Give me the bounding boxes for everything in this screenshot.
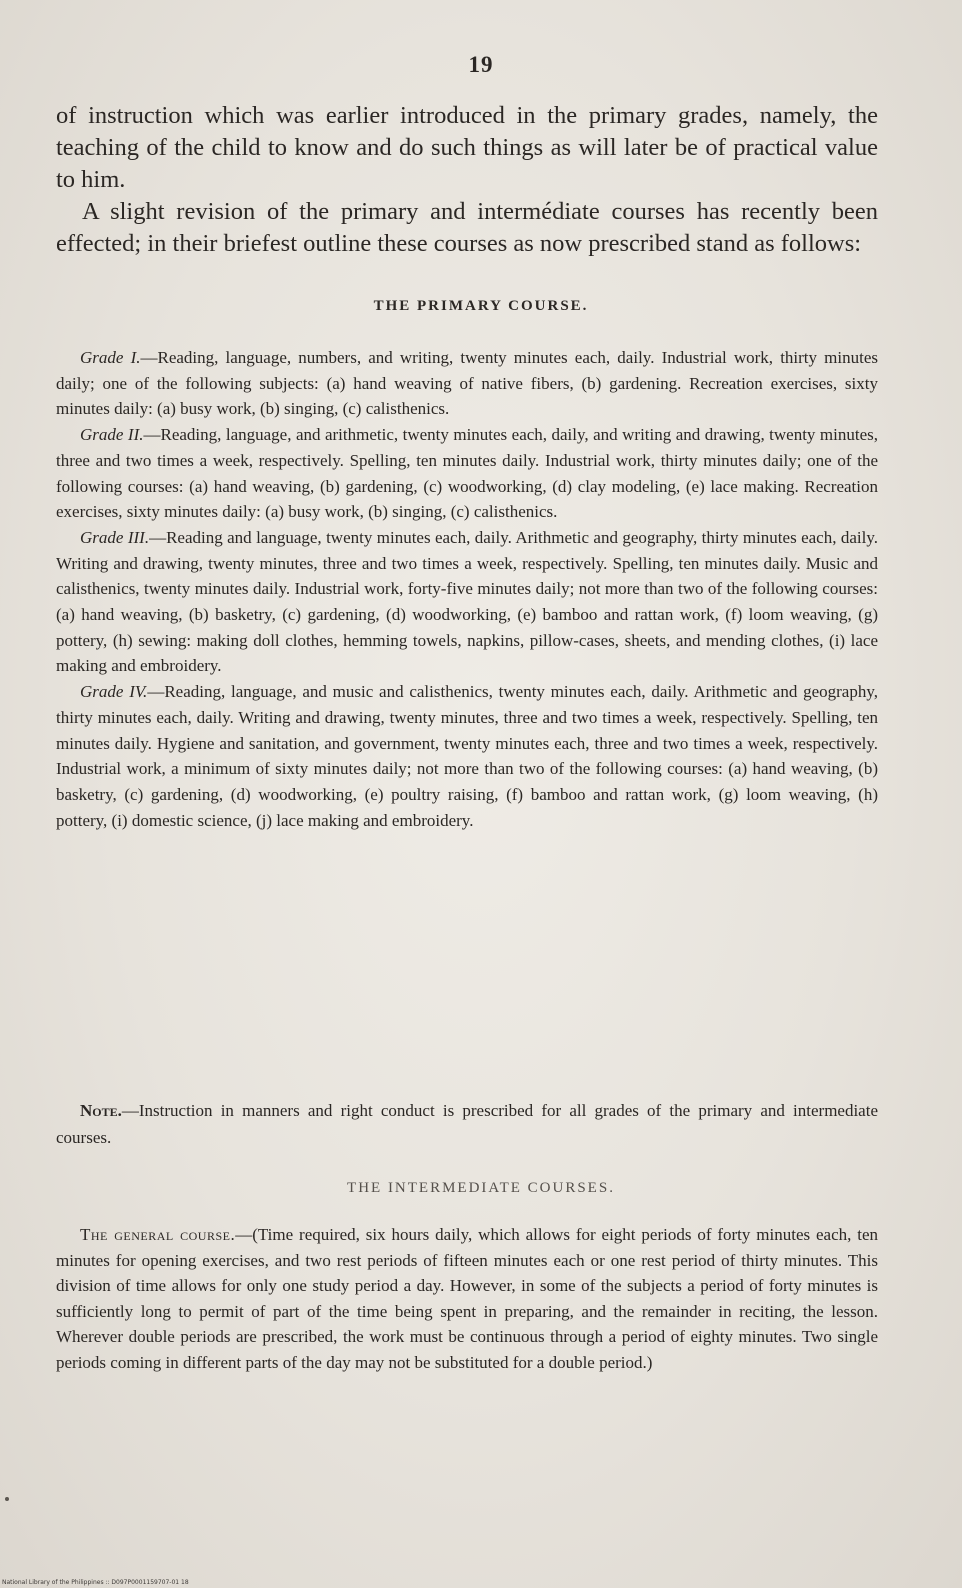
grade-3-text: —Reading and language, twenty minutes each, daily. Arithmetic and geography, thirty minutes each, daily. Writing and drawing, twenty minutes, three and two times a week, respectively. Spelling, ten minutes daily. Music and calisthenics, twenty minutes daily. Industrial work, forty-five minutes daily; not more than two of the following courses: (a) hand weaving, (b) basketry, (c) gardening, (d) woodworking, (e) bamboo and rattan work, (f) loom weaving, (g) pottery, (h) sewing: making doll clothes, hemming towels, napkins, pillow-cases, sheets, and mending clothes, (i) lace making and embroidery.	[56, 527, 879, 676]
grade-2-text: —Reading, language, and arithmetic, twenty minutes each, daily, and writing and drawing, twenty minutes, three and two times a week, respectively. Spelling, ten minutes daily. Industrial work, thirty minutes daily; one of the following courses: (a) hand weaving, (b) gardening, (c) woodworking, (d) clay modeling, (e) lace making. Recreation exercises, sixty minutes daily: (a) busy work, (b) singing, (c) calisthenics.	[56, 425, 878, 522]
general-course-label: The general course.	[80, 1225, 236, 1244]
note-text: —Instruction in manners and right conduct is prescribed for all grades of the primary and intermediate courses.	[56, 1101, 878, 1147]
intermediate-courses-heading: THE INTERMEDIATE COURSES.	[347, 1180, 615, 1196]
intro-paragraph-2: A slight revision of the primary and intermédiate courses has recently been effected; in their briefest outline these courses as now prescribed stand as follows:	[56, 198, 878, 257]
scan-speck	[5, 1497, 9, 1501]
note-paragraph	[56, 1097, 878, 1151]
grade-3-label: Grade III.	[80, 527, 150, 547]
footer-source-label: National Library of the Philippines :: D097P0001159707-01 18	[2, 1579, 189, 1586]
general-course-paragraph	[56, 1222, 878, 1375]
page-number: 19	[468, 52, 494, 77]
grade-3-paragraph	[56, 525, 878, 679]
grade-1-label: Grade I.	[80, 348, 141, 367]
intro-paragraph-1: of instruction which was earlier introduced in the primary grades, namely, the teaching of the child to know and do such things as will later be of practical value to him.	[56, 102, 878, 193]
primary-course-heading: THE PRIMARY COURSE.	[373, 298, 589, 314]
grade-1-text: —Reading, language, numbers, and writing, twenty minutes each, daily. Industrial work, thirty minutes daily; one of the following subjects: (a) hand weaving of native fibers, (b) gardening. Recreation exercises, sixty minutes daily: (a) busy work, (b) singing, (c) calisthenics.	[56, 348, 878, 419]
grade-1-paragraph	[56, 345, 878, 422]
general-course-text: —(Time required, six hours daily, which allows for eight periods of forty minutes each, ten minutes for opening exercises, and two rest periods of fifteen minutes each or one rest period of thirty minutes. This division of time allows for only one study period a day. However, in some of the subjects a period of forty minutes is sufficiently long to permit of part of the time being spent in preparing, and the remainder in reciting, the lesson. Wherever double periods are prescribed, the work must be continuous through a period of eighty minutes. Two single periods coming in different parts of the day may not be substituted for a double period.)	[56, 1225, 879, 1372]
grade-2-label: Grade II.	[80, 425, 144, 445]
intro-section	[56, 100, 878, 260]
grade-4-label: Grade IV.	[80, 682, 148, 702]
note-label: Note.	[80, 1101, 122, 1120]
grade-2-paragraph	[56, 422, 878, 525]
grade-4-paragraph	[56, 679, 878, 833]
primary-course-section	[56, 345, 878, 833]
grade-4-text: —Reading, language, and music and calisthenics, twenty minutes each, daily. Arithmetic and geography, thirty minutes each, daily. Writing and drawing, twenty minutes, three and two times a week, respectively. Spelling, ten minutes daily. Hygiene and sanitation, and government, twenty minutes each, three and two times a week, respectively. Industrial work, a minimum of sixty minutes daily; not more than two of the following courses: (a) hand weaving, (b) basketry, (c) gardening, (d) woodworking, (e) poultry raising, (f) bamboo and rattan work, (g) loom weaving, (h) pottery, (i) domestic science, (j) lace making and embroidery.	[56, 682, 878, 830]
